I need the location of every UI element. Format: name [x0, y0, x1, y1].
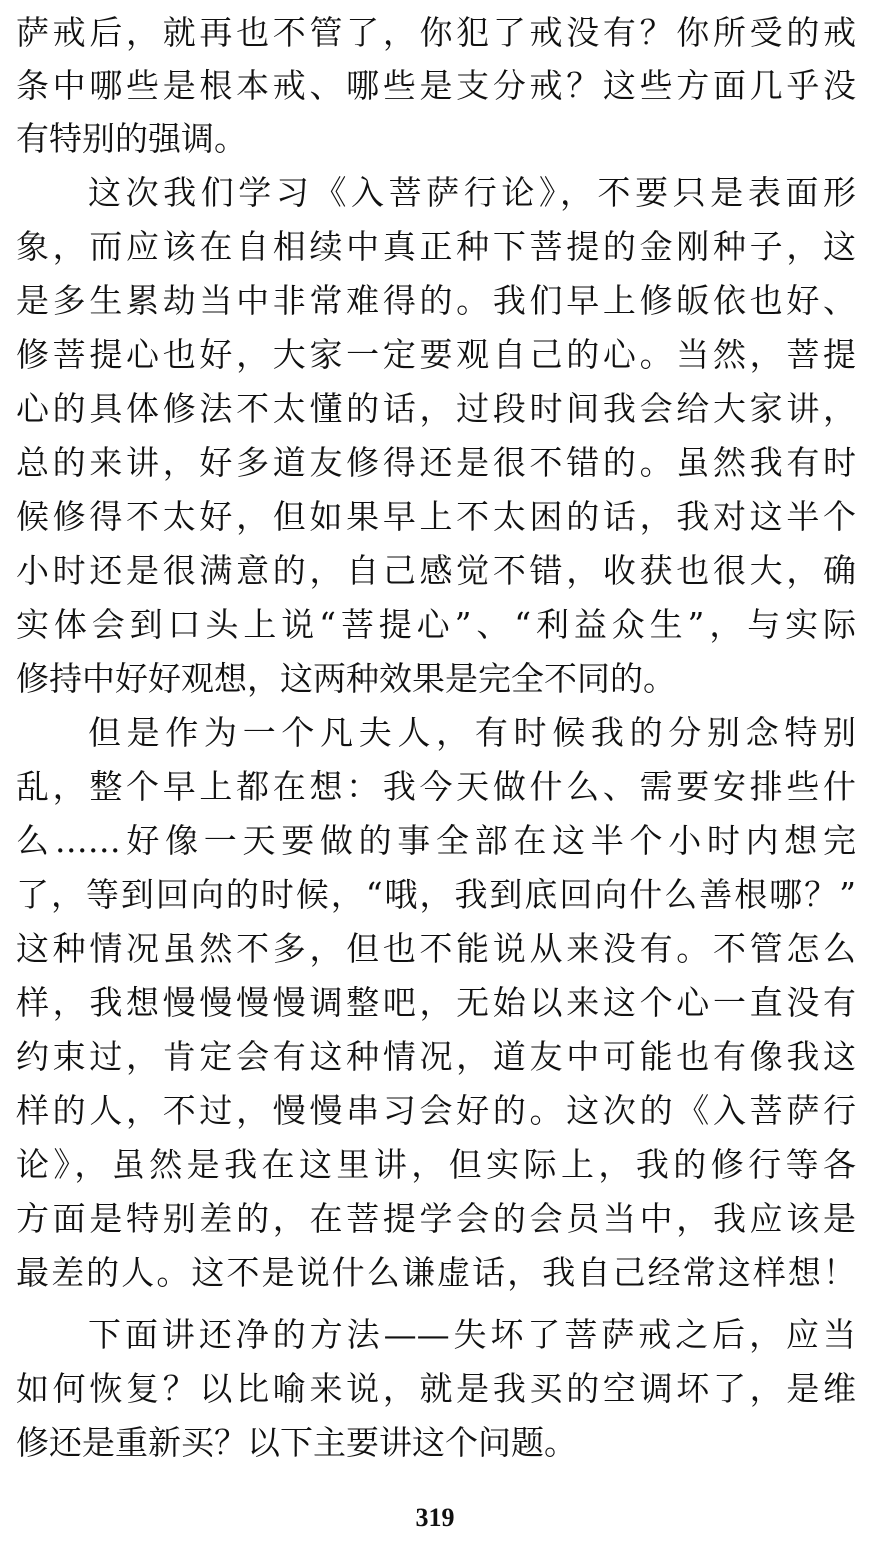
text-line: 条中哪些是根本戒、哪些是支分戒？这些方面几乎没 [16, 66, 856, 105]
text-line: 是多生累劫当中非常难得的。我们早上修皈依也好、 [16, 281, 856, 320]
text-line: 么……好像一天要做的事全部在这半个小时内想完 [16, 821, 856, 860]
text-line: 了，等到回向的时候，“哦，我到底回向什么善根哪？” [16, 875, 856, 914]
text-line: 方面是特别差的，在菩提学会的会员当中，我应该是 [16, 1199, 856, 1238]
text-line: 样的人，不过，慢慢串习会好的。这次的《入菩萨行 [16, 1091, 856, 1130]
text-line: 有特别的强调。 [16, 119, 247, 158]
text-line: 萨戒后，就再也不管了，你犯了戒没有？你所受的戒 [16, 13, 856, 52]
text-line: 论》，虽然是我在这里讲，但实际上，我的修行等各 [16, 1145, 856, 1184]
text-line: 心的具体修法不太懂的话，过段时间我会给大家讲， [16, 389, 856, 428]
text-line: 最差的人。这不是说什么谦虚话，我自己经常这样想！ [16, 1253, 856, 1292]
text-line: 实体会到口头上说“菩提心”、“利益众生”，与实际 [16, 605, 856, 644]
text-line: 这次我们学习《入菩萨行论》，不要只是表面形 [88, 173, 856, 212]
text-line: 样，我想慢慢慢慢调整吧，无始以来这个心一直没有 [16, 983, 856, 1022]
text-line: 下面讲还净的方法——失坏了菩萨戒之后，应当 [88, 1315, 856, 1354]
text-line: 约束过，肯定会有这种情况，道友中可能也有像我这 [16, 1037, 856, 1076]
text-line: 候修得不太好，但如果早上不太困的话，我对这半个 [16, 497, 856, 536]
text-line: 乱，整个早上都在想：我今天做什么、需要安排些什 [16, 767, 856, 806]
text-line: 如何恢复？以比喻来说，就是我买的空调坏了，是维 [16, 1369, 856, 1408]
text-line: 象，而应该在自相续中真正种下菩提的金刚种子，这 [16, 227, 856, 266]
text-line: 这种情况虽然不多，但也不能说从来没有。不管怎么 [16, 929, 856, 968]
text-line: 修持中好好观想，这两种效果是完全不同的。 [16, 659, 676, 698]
text-line: 总的来讲，好多道友修得还是很不错的。虽然我有时 [16, 443, 856, 482]
text-line: 小时还是很满意的，自己感觉不错，收获也很大，确 [16, 551, 856, 590]
page-number: 319 [415, 1503, 455, 1532]
text-line: 修还是重新买？以下主要讲这个问题。 [16, 1423, 577, 1462]
text-line: 但是作为一个凡夫人，有时候我的分别念特别 [88, 713, 856, 752]
text-line: 修菩提心也好，大家一定要观自己的心。当然，菩提 [16, 335, 856, 374]
